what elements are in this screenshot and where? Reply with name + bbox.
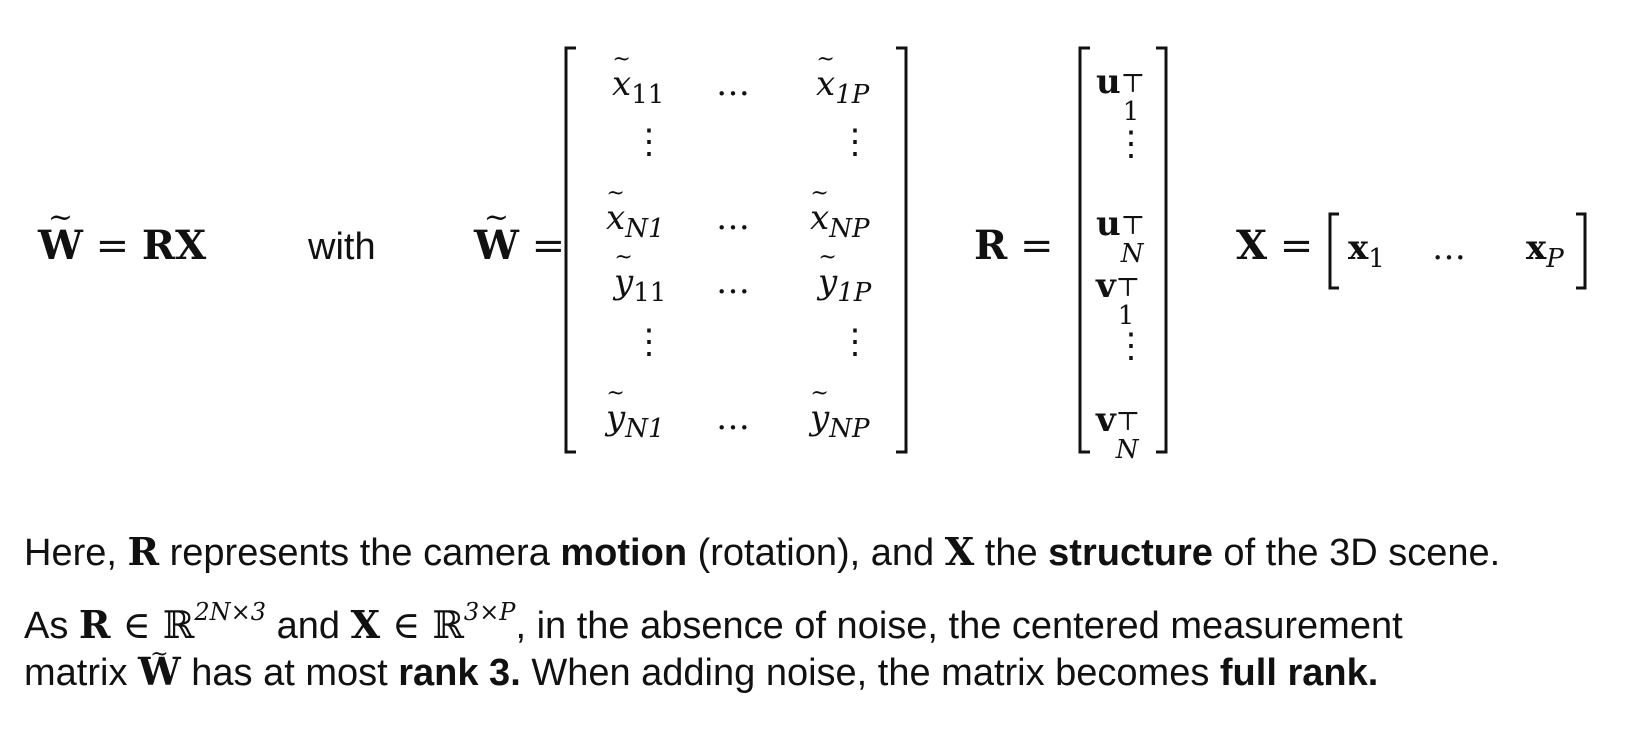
structure-emphasis: structure [1048, 532, 1213, 574]
w-cell-vdots-1: ⋮ [632, 122, 666, 162]
w-cell-xn1: ~ $x_{N1}$ [606, 198, 664, 244]
x-cell-xp: $x_P$ [1526, 228, 1564, 274]
x-cell-x1: $x_1$ [1348, 228, 1385, 274]
w-matrix-right-bracket [896, 48, 906, 452]
w-cell-vdots-2: ⋮ [838, 122, 872, 162]
w-cell-hdots-2: … [716, 198, 750, 238]
equation-lhs [38, 222, 206, 269]
w-matrix-left-bracket [566, 48, 576, 452]
w-cell-vdots-3: ⋮ [632, 322, 666, 362]
r-cell-vdots-2: ⋮ [1114, 326, 1148, 366]
r-cell-un: u ⊤ N [1096, 204, 1146, 269]
w-cell-hdots-4: … [716, 398, 750, 438]
w-cell-xnp: ~ $x_{NP}$ [810, 198, 869, 244]
w-cell-yn1: ~ $y_{N1}$ [606, 398, 665, 444]
w-cell-hdots-3: … [716, 262, 750, 302]
w-cell-x11: ~ $x_{11}$ [612, 64, 664, 110]
paragraph-line-2: As R ∈ ℝ$^{2N\times 3}$ and X ∈ ℝ$^{3\times P}$, in the absence of noise, the centered measurement [24, 598, 1403, 647]
equals-sign: = [95, 223, 130, 269]
w-cell-y11: ~ $y_{11}$ [614, 262, 666, 308]
equals-sign-2: = [531, 223, 566, 269]
w-cell-vdots-4: ⋮ [838, 322, 872, 362]
paragraph-line-1: Here, R represents the camera motion (rotation), and X the structure of the 3D scene. [24, 529, 1501, 574]
w-inline-symbol: ~ W [138, 642, 181, 702]
w-tilde-symbol-2: ~ W [474, 222, 519, 269]
x-matrix-left-bracket [1330, 214, 1339, 288]
x-dimension-sup: 3×P [463, 598, 516, 626]
r-dimension-sup: 2N×3 [194, 598, 267, 626]
w-cell-x1p: ~ $x_{1P}$ [816, 64, 869, 110]
with-label: with [308, 226, 376, 268]
x-cell-hdots: … [1432, 228, 1466, 268]
r-inline-symbol-2: R [78, 602, 111, 647]
r-cell-v1: v ⊤ 1 [1096, 266, 1141, 331]
equals-sign-4: = [1279, 223, 1314, 269]
r-cell-vn: v ⊤ N [1096, 400, 1141, 465]
w-cell-y1p: ~ $y_{1P}$ [818, 262, 871, 308]
rank-3-emphasis: rank 3. [398, 652, 521, 694]
w-definition-lhs [474, 222, 565, 269]
equals-sign-3: = [1019, 223, 1054, 269]
x-inline-symbol-2: X [350, 602, 381, 647]
r-cell-u1: u ⊤ 1 [1096, 62, 1146, 127]
r-cell-vdots-1: ⋮ [1114, 124, 1148, 164]
x-symbol: X [175, 222, 207, 269]
x-inline-symbol: X [944, 529, 975, 574]
r-symbol-2: R [974, 222, 1008, 269]
x-definition-lhs [1236, 222, 1313, 269]
full-rank-emphasis: full rank. [1219, 652, 1379, 694]
r-matrix-left-bracket [1080, 48, 1090, 452]
r-symbol: R [141, 222, 176, 269]
paragraph-line-3: matrix ~ W has at most rank 3. When adding noise, the matrix becomes full rank. [24, 642, 1378, 703]
motion-emphasis: motion [560, 532, 688, 574]
x-matrix-right-bracket [1576, 214, 1585, 288]
w-tilde-symbol: ~ W [38, 222, 83, 269]
w-cell-hdots-1: … [716, 64, 750, 104]
r-matrix-right-bracket [1156, 48, 1166, 452]
w-cell-ynp: ~ $y_{NP}$ [810, 398, 869, 444]
r-inline-symbol: R [127, 529, 160, 574]
r-definition-lhs [974, 222, 1053, 269]
x-symbol-2: X [1236, 222, 1268, 269]
